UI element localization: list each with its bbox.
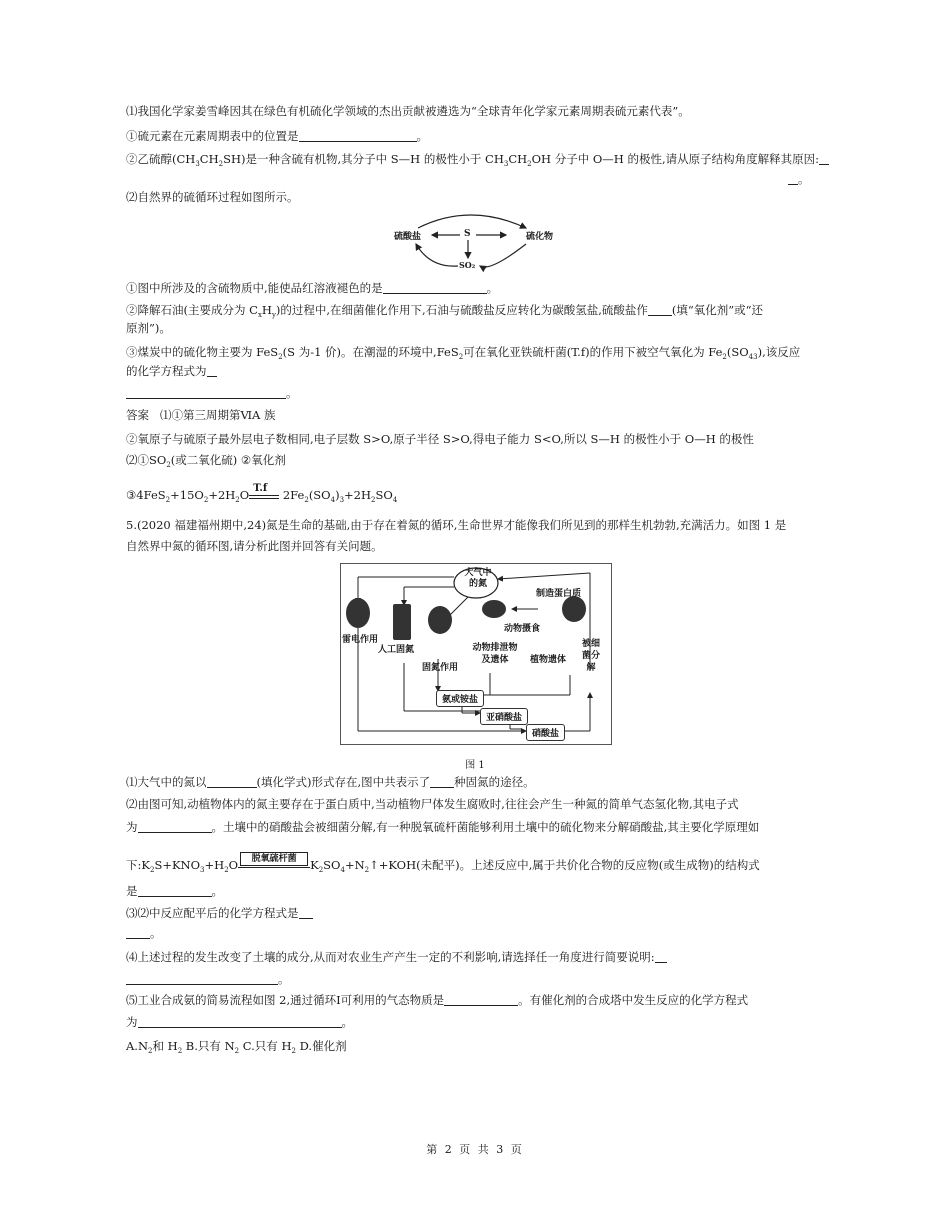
period: 。 bbox=[150, 926, 162, 940]
answer-blank[interactable] bbox=[299, 129, 417, 142]
text: 可在氧化亚铁硫杆菌(T.f)的作用下被空气氧化为 Fe bbox=[463, 345, 723, 359]
text: OH 分子中 O—H 的极性,请从原子结构角度解释其原因: bbox=[531, 152, 820, 166]
node-sulfur: S bbox=[464, 229, 471, 239]
text: 。土壤中的硝酸盐会被细菌分解,有一种脱氧硫杆菌能够利用土壤中的硫化物来分解硝酸盐,其主要化学原理如 bbox=[211, 820, 760, 834]
text: ⑴①第三周期第ⅥA 族 bbox=[159, 408, 276, 422]
answer-blank[interactable] bbox=[819, 152, 829, 165]
answer-blank[interactable] bbox=[655, 950, 667, 963]
text: ②降解石油(主要成分为 C bbox=[126, 303, 258, 317]
text: 为 bbox=[126, 820, 138, 834]
node-plant-remains: 植物遗体 bbox=[530, 655, 567, 665]
q5-s5 bbox=[126, 993, 748, 1008]
box-nitrate: 硝酸盐 bbox=[526, 724, 565, 741]
answer-label: 答案 bbox=[126, 408, 149, 422]
node-sulfide: 硫化物 bbox=[526, 232, 554, 242]
period: 。 bbox=[486, 281, 499, 295]
text: ③4FeS bbox=[126, 488, 166, 502]
plant-image bbox=[562, 596, 586, 622]
q5-s5-cont bbox=[126, 1015, 353, 1030]
reaction-condition: 脱氧硫杆菌 bbox=[240, 852, 308, 866]
text: SH)是一种含硫有机物,其分子中 S—H 的极性小于 CH bbox=[223, 152, 504, 166]
q5-s4 bbox=[126, 950, 667, 965]
page-footer: 第 2 页 共 3 页 bbox=[426, 1143, 524, 1156]
period: 。 bbox=[286, 386, 298, 400]
text: (SO bbox=[308, 488, 331, 502]
text: ↑+KOH(未配平)。上述反应中,属于共价化合物的反应物(或生成物)的结构式 bbox=[369, 858, 760, 872]
answer-blank[interactable] bbox=[138, 820, 212, 833]
animal-image bbox=[482, 600, 506, 618]
node-so2: SO₂ bbox=[459, 260, 476, 270]
text: O bbox=[228, 858, 239, 872]
text: O bbox=[239, 488, 250, 502]
period: 。 bbox=[416, 129, 428, 143]
text: SO bbox=[375, 488, 393, 502]
p2-item3-line bbox=[126, 386, 298, 401]
text: +15O bbox=[170, 488, 204, 502]
q5-s4-cont bbox=[126, 972, 290, 987]
text: ⑷上述过程的发生改变了土壤的成分,从而对农业生产产生一定的不利影响,请选择任一角度进行简要说明: bbox=[126, 950, 655, 964]
box-ammonia: 氨或铵盐 bbox=[436, 690, 484, 707]
text: +2H bbox=[208, 488, 236, 502]
answer-blank[interactable] bbox=[430, 775, 454, 788]
answer-blank[interactable] bbox=[138, 1015, 342, 1028]
text: (或二氧化硫) ②氧化剂 bbox=[170, 453, 286, 467]
arrow-br bbox=[480, 244, 526, 267]
arrow-top bbox=[418, 215, 526, 228]
text: 下:K bbox=[126, 858, 150, 872]
text: (S 为-1 价)。在潮湿的环境中,FeS bbox=[282, 345, 459, 359]
node-atmosphere-nitrogen: 大气中的氮 bbox=[464, 568, 492, 589]
text: CH bbox=[199, 152, 219, 166]
q5-s1 bbox=[126, 775, 535, 790]
q5-intro-1: 5.(2020 福建福州期中,24)氮是生命的基础,由于存在着氮的循环,生命世界才能像我们所见到的那样生机勃勃,充满活力。如图 1 是 bbox=[126, 518, 787, 532]
answer-4: $③4FeS_2+15O_2+2H_2O$ T.f $2Fe_2(SO_4)_3+2H_2SO_4$ bbox=[126, 483, 398, 504]
answer-blank[interactable] bbox=[207, 364, 217, 377]
answer-blank[interactable] bbox=[126, 926, 150, 939]
p2-item1 bbox=[126, 281, 498, 296]
node-bacterial-decomposition: 被细菌分解 bbox=[581, 639, 600, 673]
text: (填“氧化剂”或“还 bbox=[671, 303, 763, 317]
q5-options: $A.N_2$和 $H_2$ B.只有 $N_2$ C.只有 $H_2$ D.催化剂 bbox=[126, 1039, 347, 1055]
node-make-protein: 制造蛋白质 bbox=[536, 589, 582, 599]
text: +2H bbox=[344, 488, 372, 502]
text: (填化学式)形式存在,图中共表示了 bbox=[256, 775, 431, 789]
figure-caption: 图 1 bbox=[465, 760, 485, 771]
q5-intro-2: 自然界中氮的循环图,请分析此图并回答有关问题。 bbox=[126, 539, 383, 553]
text: H bbox=[261, 303, 272, 317]
text: 和 H bbox=[152, 1039, 178, 1053]
answer-blank[interactable] bbox=[383, 281, 487, 294]
q5-s3-cont bbox=[126, 926, 162, 941]
text: ⑸工业合成氨的简易流程如图 2,通过循环Ⅰ可利用的气态物质是 bbox=[126, 993, 445, 1007]
q1-part2-intro: ⑵自然界的硫循环过程如图所示。 bbox=[126, 190, 299, 204]
text: ⑶⑵中反应配平后的化学方程式是 bbox=[126, 906, 299, 920]
answer-blank[interactable] bbox=[207, 775, 257, 788]
q5-s3 bbox=[126, 906, 313, 921]
q1-item2-cont bbox=[788, 172, 810, 187]
answer-blank[interactable] bbox=[788, 172, 798, 185]
text: ⑴大气中的氮以 bbox=[126, 775, 207, 789]
answer-blank[interactable] bbox=[444, 993, 518, 1006]
q1-intro: ⑴我国化学家姜雪峰因其在绿色有机硫化学领域的杰出贡献被遴选为“全球青年化学家元素周期表硫元素代表”。 bbox=[126, 104, 690, 118]
reaction-condition: T.f bbox=[253, 483, 268, 494]
box-nitrite: 亚硝酸盐 bbox=[480, 708, 528, 725]
text: ),该反应 bbox=[757, 345, 801, 359]
node-nitrogen-fixation: 固氮作用 bbox=[422, 663, 459, 673]
answer-blank[interactable] bbox=[126, 972, 278, 985]
node-animal-waste: 动物排泄物及遗体 bbox=[472, 643, 518, 665]
answer-blank[interactable] bbox=[648, 303, 672, 316]
plant-roots-image bbox=[428, 606, 452, 634]
factory-image bbox=[393, 604, 411, 640]
text: )的过程中,在细菌催化作用下,石油与硫酸盐反应转化为碳酸氢盐,硫酸盐作 bbox=[275, 303, 648, 317]
answer-blank[interactable] bbox=[299, 906, 313, 919]
q5-s2-line4 bbox=[126, 884, 223, 899]
text: K bbox=[310, 858, 319, 872]
answer-blank[interactable] bbox=[126, 386, 286, 399]
period: 。 bbox=[341, 1015, 353, 1029]
text: SO bbox=[323, 858, 341, 872]
text: 2Fe bbox=[279, 488, 305, 502]
node-lightning: 雷电作用 bbox=[342, 635, 379, 645]
text: +N bbox=[344, 858, 365, 872]
text: 。有催化剂的合成塔中发生反应的化学方程式 bbox=[518, 993, 749, 1007]
lightning-image bbox=[346, 598, 370, 628]
text: S+KNO bbox=[154, 858, 201, 872]
text: ①图中所涉及的含硫物质中,能使品红溶液褪色的是 bbox=[126, 281, 383, 295]
text: ②乙硫醇(CH bbox=[126, 152, 196, 166]
node-sulfate: 硫酸盐 bbox=[394, 232, 422, 242]
q5-s2-line2 bbox=[126, 820, 759, 835]
q1-item1-text: ①硫元素在元素周期表中的位置是 bbox=[126, 129, 299, 143]
answer-3: $⑵①SO_2$(或二氧化硫) ②氧化剂 bbox=[126, 453, 286, 469]
text: 是 bbox=[126, 884, 138, 898]
text: ⑵①SO bbox=[126, 453, 167, 467]
q5-s2-line1: ⑵由图可知,动植物体内的氮主要存在于蛋白质中,当动植物尸体发生腐败时,往往会产生一种氮的简单气态氢化物,其电子式 bbox=[126, 797, 739, 811]
text: (SO bbox=[726, 345, 749, 359]
period: 。 bbox=[798, 172, 810, 186]
p2-item3-cont bbox=[126, 364, 217, 379]
p2-item2: ②降解石油(主要成分为 $C_xH_y$)的过程中,在细菌催化作用下,石油与硫酸盐反应转化为碳酸氢盐,硫酸盐作 (填“氧化剂”或“还 bbox=[126, 303, 763, 319]
answer-2: ②氧原子与硫原子最外层电子数相同,电子层数 S>O,原子半径 S>O,得电子能力 S<O,所以 S—H 的极性小于 O—H 的极性 bbox=[126, 432, 754, 446]
period: 。 bbox=[278, 972, 290, 986]
arrow-bl bbox=[416, 244, 458, 266]
q5-s2-line3: 下$:K_2S+KNO_3+H_2O$ 脱氧硫杆菌 $K_2SO_4+N_2↑+KOH$(未配平)。上述反应中,属于共价化合物的反应物(或生成物)的结构式 bbox=[126, 854, 760, 874]
answer-blank[interactable] bbox=[138, 884, 212, 897]
text: +H bbox=[204, 858, 225, 872]
text: 为 bbox=[126, 1015, 138, 1029]
node-artificial-fixation: 人工固氮 bbox=[378, 645, 415, 655]
q1-item1 bbox=[126, 129, 428, 144]
p2-item2-cont: 原剂”)。 bbox=[126, 321, 171, 335]
answer-1 bbox=[126, 408, 276, 423]
p2-item3: ③煤炭中的硫化物主要为 FeS$_2$(S 为-1 价)。在潮湿的环境中,FeS$_2$可在氧化亚铁硫杆菌(T.f)的作用下被空气氧化为 $Fe_2(SO_{43})$,该反应 bbox=[126, 345, 801, 361]
option-c[interactable]: C.只有 H bbox=[239, 1039, 292, 1053]
text: 种固氮的途径。 bbox=[454, 775, 535, 789]
text: 的化学方程式为 bbox=[126, 364, 207, 378]
node-animal-feeding: 动物摄食 bbox=[504, 624, 541, 634]
text: ) bbox=[335, 488, 340, 502]
text: CH bbox=[508, 152, 528, 166]
q1-item2: ②乙硫醇$(CH_3CH_2SH)$是一种含硫有机物,其分子中 S—H 的极性小于 $CH_3CH_2OH$ 分子中 O—H 的极性,请从原子结构角度解释其原因: bbox=[126, 152, 829, 167]
option-d[interactable]: D.催化剂 bbox=[295, 1039, 347, 1053]
text: ③煤炭中的硫化物主要为 FeS bbox=[126, 345, 279, 359]
option-b[interactable]: B.只有 N bbox=[182, 1039, 235, 1053]
option-a[interactable]: A.N bbox=[126, 1039, 149, 1053]
period: 。 bbox=[211, 884, 223, 898]
